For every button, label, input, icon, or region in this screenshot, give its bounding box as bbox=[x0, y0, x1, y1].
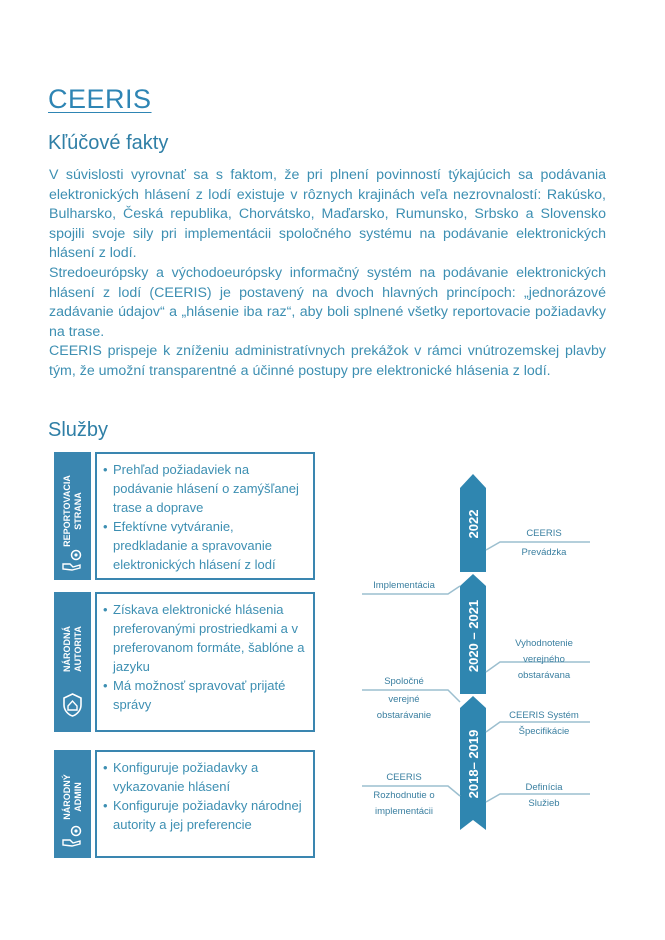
list-item: • Konfiguruje požiadavky a vykazovanie hlásení bbox=[101, 758, 307, 796]
list-item: • Efektívne vytváranie, predkladanie a spravovanie elektronických hlásení z lodí bbox=[101, 517, 307, 574]
timeline-label: obstarávana bbox=[517, 670, 571, 681]
service-box-reporting bbox=[95, 452, 315, 580]
service-side-label bbox=[62, 599, 84, 699]
side-label-line: NÁRODNÁ bbox=[61, 626, 72, 672]
service-side-bar-authority bbox=[54, 592, 91, 732]
list-item: • Prehľad požiadaviek na podávanie hlásení o zamýšľanej trase a doprave bbox=[101, 460, 307, 517]
timeline-label: implementácii bbox=[374, 806, 434, 817]
page-title: CEERIS bbox=[48, 84, 152, 114]
timeline-graphic bbox=[350, 462, 610, 842]
timeline-label: Prevádzka bbox=[521, 547, 567, 558]
paragraph: CEERIS prispeje k zníženiu administratívnych prekážok v rámci vnútrozemskej plavby tým, že umožní transparentné a účinné postupy pre elektronické hlásenia z lodí. bbox=[49, 343, 606, 379]
timeline-label: Rozhodnutie o bbox=[373, 790, 435, 801]
paragraph: V súvislosti vyrovnať sa s faktom, že pri plnení povinností týkajúcich sa podávania elektronických hlásení z lodí existuje v rôznych krajinách veľa nezrovnalostí: Rakúsko, Bulharsko, Česká republika, Chorvátsko, Maďarsko, Rumunsko, Srbsko a Slovensko spojili svoje sily pri implementácii spoločného systému na podávanie elektronických hlásení z lodí. bbox=[49, 167, 606, 262]
timeline-label: Služieb bbox=[528, 798, 560, 809]
timeline-year: 2020 – 2021 bbox=[466, 599, 481, 673]
hand-gear-icon bbox=[61, 548, 84, 572]
timeline-label: verejné bbox=[388, 694, 420, 705]
timeline-year: 2018– 2019 bbox=[466, 729, 481, 799]
timeline-label: Definícia bbox=[525, 782, 563, 793]
list-item: • Získava elektronické hlásenia preferovanými prostriedkami a v preferovanom formáte, šablóne a jazyku bbox=[101, 600, 307, 676]
section-heading-services: Služby bbox=[48, 419, 109, 441]
side-label-line: ADMIN bbox=[72, 782, 83, 812]
key-facts-text bbox=[49, 166, 606, 382]
service-side-bar-admin bbox=[54, 750, 91, 858]
service-side-bar-reporting bbox=[54, 452, 91, 580]
timeline-label: Spoločné bbox=[384, 676, 424, 687]
timeline-label: verejného bbox=[523, 654, 565, 665]
section-heading-key-facts: Kľúčové fakty bbox=[48, 132, 169, 154]
timeline-label: Vyhodnotenie bbox=[515, 638, 573, 649]
list-item: • Konfiguruje požiadavky národnej autority a jej preferencie bbox=[101, 796, 307, 834]
service-box-authority bbox=[95, 592, 315, 732]
timeline-year: 2022 bbox=[466, 509, 481, 539]
side-label-line: NÁRODNÝ bbox=[61, 774, 72, 820]
timeline-label: obstarávanie bbox=[376, 710, 432, 721]
hand-gear-icon bbox=[61, 824, 84, 848]
timeline-label: CEERIS Systém bbox=[509, 710, 579, 721]
side-label-line: AUTORITA bbox=[72, 626, 83, 672]
service-box-admin bbox=[95, 750, 315, 858]
side-label-line: REPORTOVACIA bbox=[61, 475, 72, 547]
service-side-label bbox=[62, 461, 84, 561]
timeline-label: Špecifikácie bbox=[518, 726, 570, 737]
timeline-label: CEERIS bbox=[386, 772, 422, 783]
paragraph: Stredoeurópsky a východoeurópsky informačný systém na podávanie elektronických hlásení z lodí (CEERIS) je postavený na dvoch hlavných princípoch: „jednorázové zadávanie údajov“ a „hlásenie iba raz“, aby boli splnené všetky reportovacie požiadavky na trase. bbox=[49, 264, 606, 340]
list-item: • Má možnosť spravovať prijaté správy bbox=[101, 676, 307, 714]
side-label-line: STRANA bbox=[72, 492, 83, 530]
shield-icon bbox=[61, 692, 84, 718]
timeline-label: CEERIS bbox=[526, 528, 562, 539]
timeline-label: Implementácia bbox=[373, 580, 435, 591]
